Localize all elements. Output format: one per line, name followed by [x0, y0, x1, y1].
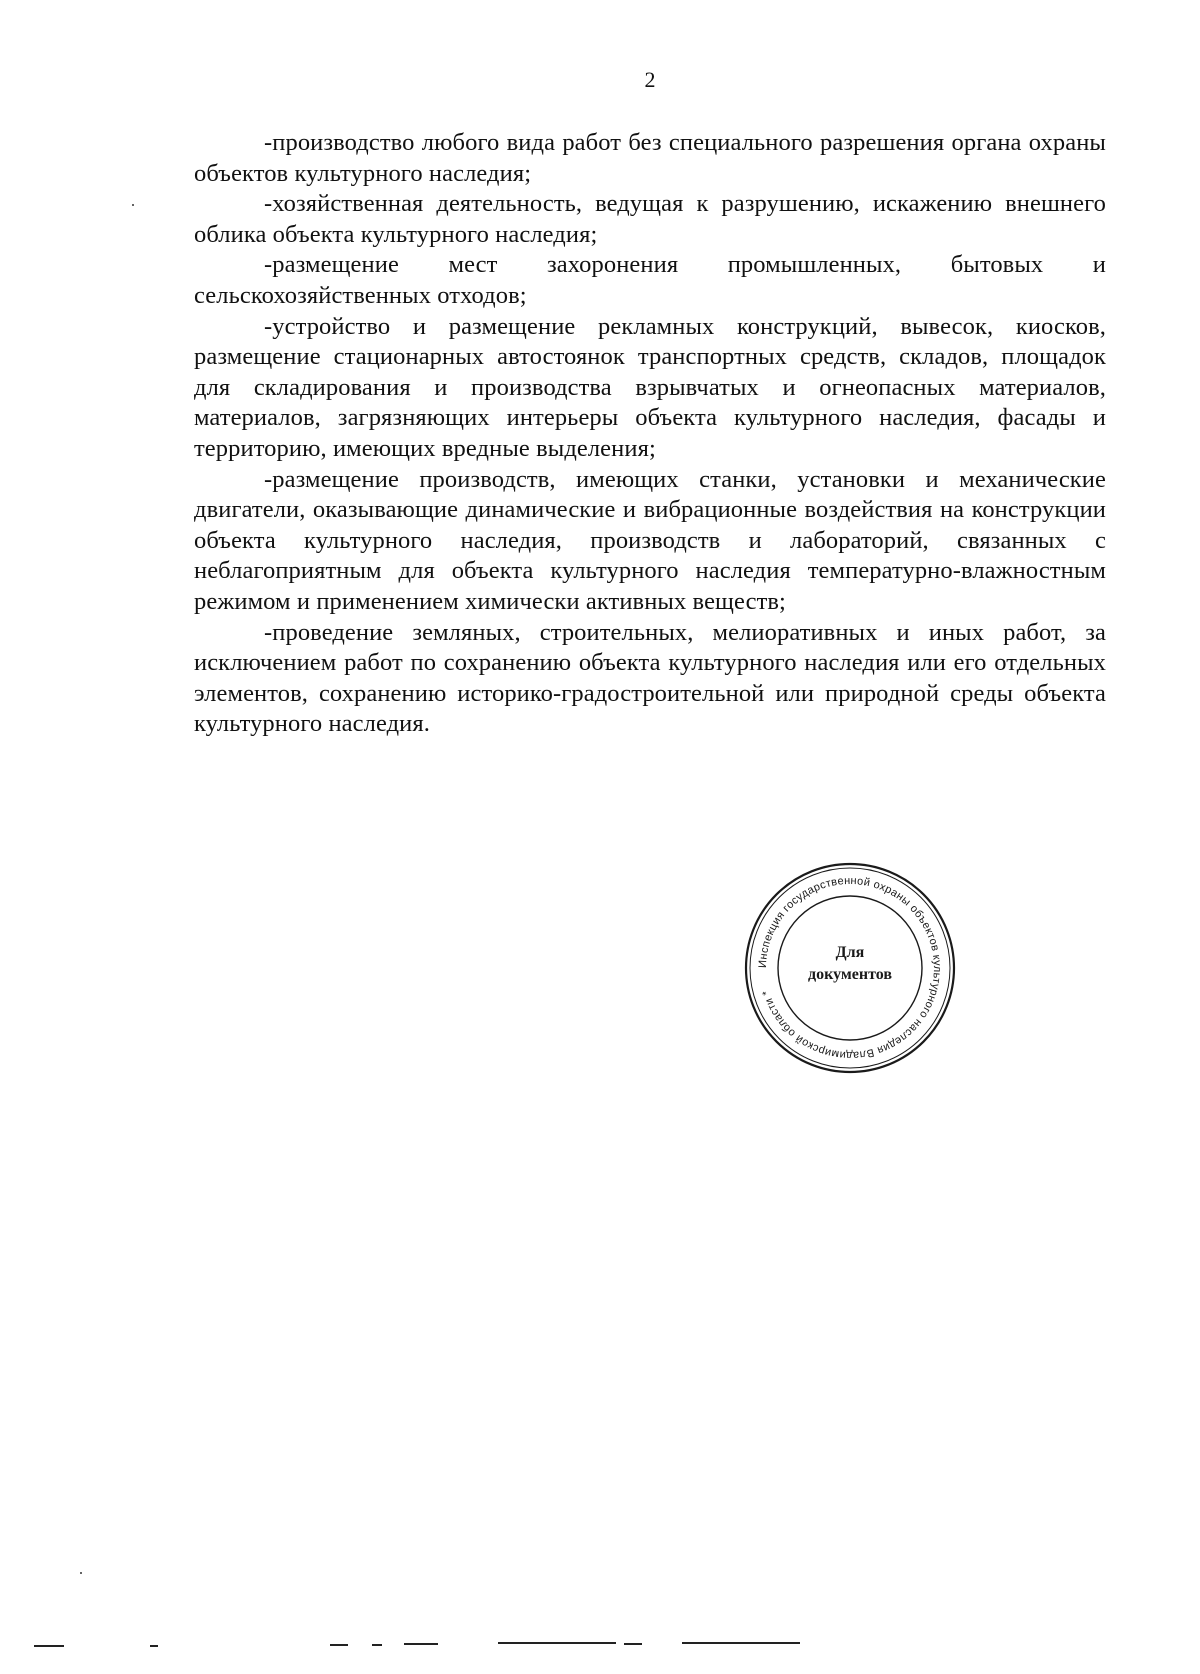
official-stamp — [740, 858, 960, 1078]
list-item-4: -устройство и размещение рекламных конструкций, вывесок, киосков, размещение стационарных автостоянок транспортных средств, складов, площадок для складирования и производства взрывчатых и огнеопасных материалов, материалов, загрязняющих интерьеры объекта культурного наследия, фасады и территорию, имеющих вредные выделения; — [194, 312, 1106, 462]
scan-edge-mark — [372, 1644, 382, 1646]
scan-edge-mark — [624, 1643, 642, 1645]
scan-edge-mark — [330, 1644, 348, 1646]
list-item-5: -размещение производств, имеющих станки, установки и механические двигатели, оказывающие динамические и вибрационные воздействия на конструкции объекта культурного наследия, производств и лабораторий, связанных с неблагоприятным для объекта культурного наследия температурно-влажностным режимом и применением химически активных веществ; — [194, 465, 1106, 615]
scan-edge-mark — [404, 1643, 438, 1645]
stamp-center-line-1: Для — [835, 944, 865, 961]
scan-edge-mark — [34, 1645, 64, 1647]
list-item-3: -размещение мест захоронения промышленных, бытовых и сельскохозяйственных отходов; — [194, 251, 1106, 309]
list-item-2: -хозяйственная деятельность, ведущая к разрушению, искажению внешнего облика объекта культурного наследия; — [194, 190, 1106, 248]
list-item-1: -производство любого вида работ без специального разрешения органа охраны объектов культурного наследия; — [194, 129, 1106, 187]
scan-speck — [80, 1572, 82, 1574]
scan-edge-mark — [498, 1642, 616, 1644]
document-body — [194, 128, 1106, 740]
list-item-6: -проведение земляных, строительных, мелиоративных и иных работ, за исключением работ по сохранению объекта культурного наследия или его отдельных элементов, сохранению историко-градостроительной или природной среды объекта культурного наследия. — [194, 618, 1106, 738]
page-number: 2 — [644, 67, 656, 92]
scan-edge-mark — [682, 1642, 800, 1644]
scan-speck — [132, 204, 134, 206]
stamp-center-line-2: документов — [808, 966, 892, 983]
scan-edge-mark — [150, 1645, 158, 1647]
stamp-center-text — [740, 942, 960, 986]
stamp-ring-text: Инспекция государственной охраны объектов культурного наследия Владимирской области * — [756, 874, 944, 1062]
